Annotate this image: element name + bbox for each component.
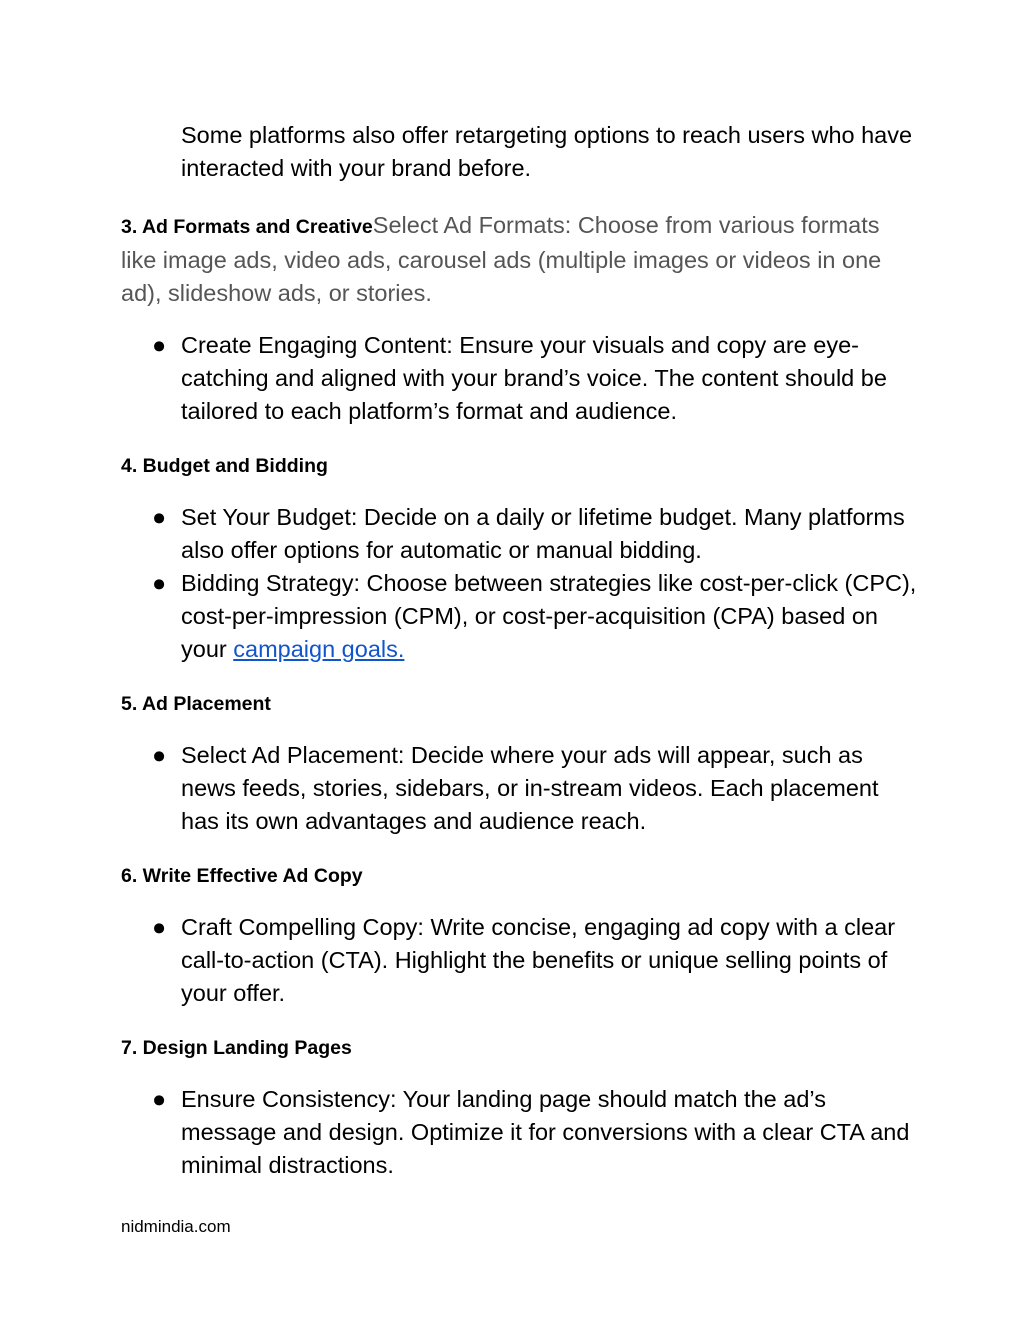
intro-continuation-text: Some platforms also offer retargeting options to reach users who have interacted with your brand before. <box>181 122 913 181</box>
section-3-heading-line <box>121 209 921 310</box>
section-5-bullet-1: Select Ad Placement: Decide where your ads will appear, such as news feeds, stories, sidebars, or in-stream videos. Each placement has its own advantages and audience reach. <box>181 742 879 834</box>
bullet-icon: ● <box>152 1086 167 1112</box>
bullet-icon: ● <box>152 742 167 768</box>
footer-site-name: nidmindia.com <box>121 1217 231 1236</box>
bullet-icon: ● <box>152 914 167 940</box>
section-3-heading: 3. Ad Formats and Creative <box>121 216 373 238</box>
section-6-bullet-1: Craft Compelling Copy: Write concise, engaging ad copy with a clear call-to-action (CTA). Highlight the benefits or unique selling points of your offer. <box>181 914 896 1006</box>
section-6-heading: 6. Write Effective Ad Copy <box>121 865 363 887</box>
section-3-inline-text: Select Ad Formats: Choose from various formats like image ads, video ads, carousel ads (multiple images or videos in one ad), slideshow ads, or stories. <box>121 212 882 306</box>
campaign-goals-link[interactable]: campaign goals. <box>233 636 405 662</box>
section-4-bullet-2 <box>181 567 921 666</box>
bullet-icon: ● <box>152 332 167 358</box>
section-3-bullet-1: Create Engaging Content: Ensure your visuals and copy are eye-catching and aligned with your brand’s voice. The content should be tailored to each platform’s format and audience. <box>181 332 887 424</box>
section-7-bullet-1: Ensure Consistency: Your landing page should match the ad’s message and design. Optimize it for conversions with a clear CTA and minimal distractions. <box>181 1086 910 1178</box>
bullet-icon: ● <box>152 504 167 530</box>
section-5-heading: 5. Ad Placement <box>121 693 271 715</box>
section-4-bullet-1: Set Your Budget: Decide on a daily or lifetime budget. Many platforms also offer options for automatic or manual bidding. <box>181 504 905 563</box>
section-7-heading: 7. Design Landing Pages <box>121 1037 352 1059</box>
section-4-heading: 4. Budget and Bidding <box>121 455 328 477</box>
section-4-bullet-2-text: Bidding Strategy: Choose between strategies like cost-per-click (CPC), cost-per-impression (CPM), or cost-per-acquisition (CPA) based on your <box>181 570 917 662</box>
bullet-icon: ● <box>152 570 167 596</box>
